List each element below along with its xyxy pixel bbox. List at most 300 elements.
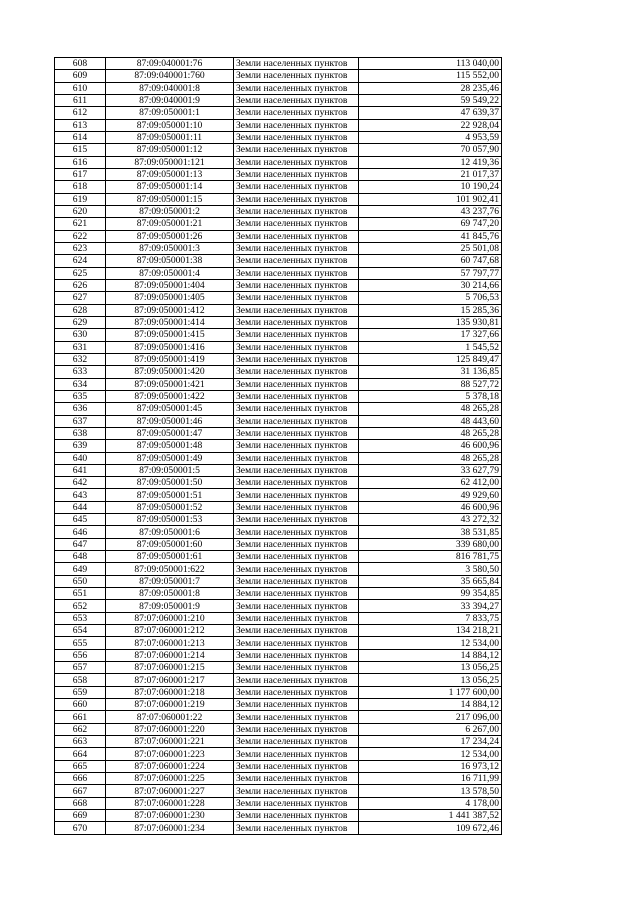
cadastral-number-cell: 87:07:060001:218	[106, 686, 234, 698]
land-category-cell: Земли населенных пунктов	[234, 107, 359, 119]
cadastral-value-cell: 14 884,12	[359, 649, 502, 661]
cadastral-number-cell: 87:09:040001:8	[106, 82, 234, 94]
table-row	[55, 526, 502, 538]
cadastral-value-cell: 48 265,28	[359, 452, 502, 464]
cadastral-value-cell: 46 600,96	[359, 501, 502, 513]
row-number-cell: 621	[55, 218, 106, 230]
cadastral-number-cell: 87:07:060001:225	[106, 773, 234, 785]
cadastral-value-cell: 10 190,24	[359, 181, 502, 193]
cadastral-number-cell: 87:09:050001:50	[106, 477, 234, 489]
table-row	[55, 822, 502, 834]
land-category-cell: Земли населенных пунктов	[234, 156, 359, 168]
cadastral-number-cell: 87:07:060001:22	[106, 711, 234, 723]
cadastral-value-cell: 35 665,84	[359, 575, 502, 587]
land-category-cell: Земли населенных пунктов	[234, 70, 359, 82]
row-number-cell: 651	[55, 588, 106, 600]
row-number-cell: 644	[55, 501, 106, 513]
land-category-cell: Земли населенных пунктов	[234, 267, 359, 279]
cadastral-number-cell: 87:07:060001:221	[106, 736, 234, 748]
table-row	[55, 403, 502, 415]
cadastral-number-cell: 87:09:050001:415	[106, 329, 234, 341]
table-row	[55, 612, 502, 624]
land-category-cell: Земли населенных пунктов	[234, 427, 359, 439]
row-number-cell: 646	[55, 526, 106, 538]
row-number-cell: 655	[55, 637, 106, 649]
land-category-cell: Земли населенных пунктов	[234, 563, 359, 575]
cadastral-value-cell: 47 639,37	[359, 107, 502, 119]
cadastral-number-cell: 87:09:050001:12	[106, 144, 234, 156]
table-row	[55, 70, 502, 82]
cadastral-value-cell: 217 096,00	[359, 711, 502, 723]
land-category-cell: Земли населенных пунктов	[234, 822, 359, 834]
table-row	[55, 304, 502, 316]
row-number-cell: 610	[55, 82, 106, 94]
land-category-cell: Земли населенных пунктов	[234, 649, 359, 661]
table-row	[55, 131, 502, 143]
row-number-cell: 627	[55, 292, 106, 304]
land-category-cell: Земли населенных пунктов	[234, 711, 359, 723]
table-row	[55, 341, 502, 353]
row-number-cell: 633	[55, 366, 106, 378]
cadastral-value-cell: 38 531,85	[359, 526, 502, 538]
row-number-cell: 639	[55, 440, 106, 452]
row-number-cell: 642	[55, 477, 106, 489]
table-row	[55, 255, 502, 267]
land-category-cell: Земли населенных пунктов	[234, 501, 359, 513]
land-category-cell: Земли населенных пунктов	[234, 205, 359, 217]
cadastral-value-cell: 57 797,77	[359, 267, 502, 279]
cadastral-value-cell: 4 953,59	[359, 131, 502, 143]
table-row	[55, 181, 502, 193]
table-row	[55, 538, 502, 550]
row-number-cell: 648	[55, 551, 106, 563]
row-number-cell: 609	[55, 70, 106, 82]
cadastral-value-cell: 5 378,18	[359, 390, 502, 402]
cadastral-value-cell: 101 902,41	[359, 193, 502, 205]
cadastral-value-cell: 25 501,08	[359, 242, 502, 254]
cadastral-value-cell: 1 441 387,52	[359, 810, 502, 822]
table-row	[55, 193, 502, 205]
cadastral-number-cell: 87:09:050001:14	[106, 181, 234, 193]
cadastral-value-cell: 6 267,00	[359, 723, 502, 735]
table-row	[55, 378, 502, 390]
row-number-cell: 624	[55, 255, 106, 267]
table-row	[55, 810, 502, 822]
cadastral-number-cell: 87:09:050001:9	[106, 600, 234, 612]
cadastral-number-cell: 87:09:050001:6	[106, 526, 234, 538]
table-row	[55, 353, 502, 365]
land-category-cell: Земли населенных пунктов	[234, 489, 359, 501]
table-row	[55, 279, 502, 291]
cadastral-value-cell: 48 265,28	[359, 427, 502, 439]
land-category-cell: Земли населенных пунктов	[234, 477, 359, 489]
row-number-cell: 615	[55, 144, 106, 156]
table-row	[55, 390, 502, 402]
table-row	[55, 551, 502, 563]
row-number-cell: 638	[55, 427, 106, 439]
cadastral-number-cell: 87:07:060001:215	[106, 662, 234, 674]
row-number-cell: 632	[55, 353, 106, 365]
table-row	[55, 588, 502, 600]
cadastral-value-cell: 134 218,21	[359, 625, 502, 637]
table-row	[55, 427, 502, 439]
land-category-cell: Земли населенных пунктов	[234, 403, 359, 415]
land-category-cell: Земли населенных пунктов	[234, 279, 359, 291]
table-row	[55, 242, 502, 254]
cadastral-value-cell: 16 711,99	[359, 773, 502, 785]
table-row	[55, 267, 502, 279]
cadastral-number-cell: 87:09:050001:404	[106, 279, 234, 291]
land-category-cell: Земли населенных пунктов	[234, 600, 359, 612]
table-row	[55, 797, 502, 809]
row-number-cell: 631	[55, 341, 106, 353]
row-number-cell: 637	[55, 415, 106, 427]
cadastral-number-cell: 87:07:060001:210	[106, 612, 234, 624]
row-number-cell: 660	[55, 699, 106, 711]
cadastral-value-cell: 69 747,20	[359, 218, 502, 230]
cadastral-number-cell: 87:07:060001:227	[106, 785, 234, 797]
row-number-cell: 654	[55, 625, 106, 637]
row-number-cell: 618	[55, 181, 106, 193]
cadastral-value-cell: 135 930,81	[359, 316, 502, 328]
table-row	[55, 107, 502, 119]
cadastral-value-cell: 48 265,28	[359, 403, 502, 415]
row-number-cell: 669	[55, 810, 106, 822]
table-row	[55, 575, 502, 587]
row-number-cell: 649	[55, 563, 106, 575]
cadastral-value-cell: 22 928,04	[359, 119, 502, 131]
row-number-cell: 661	[55, 711, 106, 723]
land-category-cell: Земли населенных пунктов	[234, 94, 359, 106]
cadastral-value-cell: 12 534,00	[359, 637, 502, 649]
land-category-cell: Земли населенных пунктов	[234, 797, 359, 809]
row-number-cell: 608	[55, 58, 106, 70]
cadastral-value-cell: 70 057,90	[359, 144, 502, 156]
land-category-cell: Земли населенных пунктов	[234, 292, 359, 304]
cadastral-value-cell: 33 627,79	[359, 464, 502, 476]
cadastral-value-cell: 31 136,85	[359, 366, 502, 378]
cadastral-number-cell: 87:09:050001:1	[106, 107, 234, 119]
cadastral-value-cell: 13 578,50	[359, 785, 502, 797]
row-number-cell: 616	[55, 156, 106, 168]
cadastral-number-cell: 87:09:050001:412	[106, 304, 234, 316]
cadastral-number-cell: 87:09:050001:47	[106, 427, 234, 439]
table-row	[55, 119, 502, 131]
cadastral-value-cell: 4 178,00	[359, 797, 502, 809]
table-row	[55, 415, 502, 427]
table-row	[55, 366, 502, 378]
land-category-cell: Земли населенных пунктов	[234, 242, 359, 254]
row-number-cell: 668	[55, 797, 106, 809]
row-number-cell: 636	[55, 403, 106, 415]
land-category-cell: Земли населенных пунктов	[234, 378, 359, 390]
table-row	[55, 686, 502, 698]
cadastral-number-cell: 87:07:060001:224	[106, 760, 234, 772]
row-number-cell: 667	[55, 785, 106, 797]
cadastral-value-cell: 109 672,46	[359, 822, 502, 834]
cadastral-number-cell: 87:09:050001:49	[106, 452, 234, 464]
land-category-cell: Земли населенных пунктов	[234, 637, 359, 649]
cadastral-number-cell: 87:09:050001:48	[106, 440, 234, 452]
land-category-cell: Земли населенных пунктов	[234, 538, 359, 550]
land-category-cell: Земли населенных пунктов	[234, 748, 359, 760]
cadastral-value-cell: 17 327,66	[359, 329, 502, 341]
row-number-cell: 665	[55, 760, 106, 772]
row-number-cell: 643	[55, 489, 106, 501]
table-row	[55, 316, 502, 328]
cadastral-number-cell: 87:09:050001:4	[106, 267, 234, 279]
table-row	[55, 218, 502, 230]
table-row	[55, 773, 502, 785]
cadastral-value-cell: 46 600,96	[359, 440, 502, 452]
cadastral-value-cell: 49 929,60	[359, 489, 502, 501]
land-category-cell: Земли населенных пунктов	[234, 723, 359, 735]
table-row	[55, 649, 502, 661]
cadastral-value-cell: 13 056,25	[359, 662, 502, 674]
land-category-cell: Земли населенных пунктов	[234, 218, 359, 230]
cadastral-value-cell: 59 549,22	[359, 94, 502, 106]
cadastral-value-cell: 3 580,50	[359, 563, 502, 575]
row-number-cell: 626	[55, 279, 106, 291]
land-category-cell: Земли населенных пунктов	[234, 785, 359, 797]
cadastral-number-cell: 87:09:050001:7	[106, 575, 234, 587]
cadastral-number-cell: 87:09:050001:121	[106, 156, 234, 168]
cadastral-number-cell: 87:09:050001:10	[106, 119, 234, 131]
table-row	[55, 514, 502, 526]
land-category-cell: Земли населенных пунктов	[234, 551, 359, 563]
cadastral-number-cell: 87:09:050001:8	[106, 588, 234, 600]
row-number-cell: 628	[55, 304, 106, 316]
cadastral-number-cell: 87:09:050001:15	[106, 193, 234, 205]
cadastral-number-cell: 87:07:060001:234	[106, 822, 234, 834]
row-number-cell: 647	[55, 538, 106, 550]
land-category-cell: Земли населенных пунктов	[234, 181, 359, 193]
land-category-cell: Земли населенных пунктов	[234, 230, 359, 242]
row-number-cell: 629	[55, 316, 106, 328]
cadastral-value-cell: 7 833,75	[359, 612, 502, 624]
land-category-cell: Земли населенных пунктов	[234, 526, 359, 538]
cadastral-number-cell: 87:07:060001:220	[106, 723, 234, 735]
table-row	[55, 748, 502, 760]
row-number-cell: 622	[55, 230, 106, 242]
land-category-cell: Земли населенных пунктов	[234, 625, 359, 637]
land-category-cell: Земли населенных пунктов	[234, 440, 359, 452]
cadastral-value-cell: 1 545,52	[359, 341, 502, 353]
cadastral-number-cell: 87:07:060001:213	[106, 637, 234, 649]
row-number-cell: 611	[55, 94, 106, 106]
cadastral-value-cell: 60 747,68	[359, 255, 502, 267]
row-number-cell: 635	[55, 390, 106, 402]
land-category-cell: Земли населенных пунктов	[234, 316, 359, 328]
row-number-cell: 640	[55, 452, 106, 464]
cadastral-value-table	[54, 57, 502, 835]
cadastral-number-cell: 87:09:040001:760	[106, 70, 234, 82]
cadastral-number-cell: 87:09:050001:416	[106, 341, 234, 353]
row-number-cell: 620	[55, 205, 106, 217]
table-row	[55, 58, 502, 70]
cadastral-number-cell: 87:07:060001:228	[106, 797, 234, 809]
land-category-cell: Земли населенных пунктов	[234, 588, 359, 600]
table-row	[55, 736, 502, 748]
land-category-cell: Земли населенных пунктов	[234, 131, 359, 143]
row-number-cell: 625	[55, 267, 106, 279]
cadastral-value-cell: 115 552,00	[359, 70, 502, 82]
table-row	[55, 674, 502, 686]
cadastral-number-cell: 87:09:050001:53	[106, 514, 234, 526]
cadastral-number-cell: 87:09:050001:419	[106, 353, 234, 365]
cadastral-number-cell: 87:09:050001:51	[106, 489, 234, 501]
row-number-cell: 656	[55, 649, 106, 661]
land-category-cell: Земли населенных пунктов	[234, 304, 359, 316]
cadastral-value-cell: 43 272,32	[359, 514, 502, 526]
cadastral-value-cell: 12 419,36	[359, 156, 502, 168]
cadastral-value-cell: 33 394,27	[359, 600, 502, 612]
table-row	[55, 292, 502, 304]
table-row	[55, 82, 502, 94]
row-number-cell: 662	[55, 723, 106, 735]
table-row	[55, 501, 502, 513]
land-category-cell: Земли населенных пунктов	[234, 353, 359, 365]
land-category-cell: Земли населенных пунктов	[234, 699, 359, 711]
cadastral-number-cell: 87:09:050001:622	[106, 563, 234, 575]
cadastral-value-cell: 113 040,00	[359, 58, 502, 70]
cadastral-number-cell: 87:09:050001:5	[106, 464, 234, 476]
land-category-cell: Земли населенных пунктов	[234, 514, 359, 526]
row-number-cell: 619	[55, 193, 106, 205]
cadastral-number-cell: 87:07:060001:223	[106, 748, 234, 760]
cadastral-value-cell: 125 849,47	[359, 353, 502, 365]
row-number-cell: 659	[55, 686, 106, 698]
cadastral-value-cell: 816 781,75	[359, 551, 502, 563]
table-row	[55, 723, 502, 735]
table-row	[55, 662, 502, 674]
cadastral-value-cell: 12 534,00	[359, 748, 502, 760]
table-row	[55, 625, 502, 637]
row-number-cell: 623	[55, 242, 106, 254]
table-row	[55, 785, 502, 797]
cadastral-number-cell: 87:09:050001:414	[106, 316, 234, 328]
table-row	[55, 637, 502, 649]
cadastral-number-cell: 87:09:050001:13	[106, 168, 234, 180]
table-row	[55, 760, 502, 772]
row-number-cell: 663	[55, 736, 106, 748]
cadastral-value-cell: 339 680,00	[359, 538, 502, 550]
cadastral-number-cell: 87:09:050001:405	[106, 292, 234, 304]
cadastral-number-cell: 87:09:050001:2	[106, 205, 234, 217]
cadastral-value-cell: 15 285,36	[359, 304, 502, 316]
table-row	[55, 230, 502, 242]
land-category-cell: Земли населенных пунктов	[234, 329, 359, 341]
table-row	[55, 94, 502, 106]
cadastral-number-cell: 87:09:050001:26	[106, 230, 234, 242]
row-number-cell: 653	[55, 612, 106, 624]
land-category-cell: Земли населенных пунктов	[234, 674, 359, 686]
land-category-cell: Земли населенных пунктов	[234, 82, 359, 94]
table-row	[55, 156, 502, 168]
cadastral-number-cell: 87:09:050001:21	[106, 218, 234, 230]
row-number-cell: 630	[55, 329, 106, 341]
table-row	[55, 563, 502, 575]
cadastral-number-cell: 87:09:050001:3	[106, 242, 234, 254]
row-number-cell: 645	[55, 514, 106, 526]
cadastral-value-cell: 14 884,12	[359, 699, 502, 711]
table-row	[55, 477, 502, 489]
cadastral-value-cell: 21 017,37	[359, 168, 502, 180]
cadastral-number-cell: 87:07:060001:219	[106, 699, 234, 711]
row-number-cell: 664	[55, 748, 106, 760]
cadastral-value-cell: 16 973,12	[359, 760, 502, 772]
cadastral-number-cell: 87:07:060001:212	[106, 625, 234, 637]
cadastral-number-cell: 87:09:050001:421	[106, 378, 234, 390]
table-row	[55, 699, 502, 711]
cadastral-number-cell: 87:09:050001:11	[106, 131, 234, 143]
land-category-cell: Земли населенных пунктов	[234, 612, 359, 624]
row-number-cell: 614	[55, 131, 106, 143]
cadastral-number-cell: 87:09:050001:46	[106, 415, 234, 427]
row-number-cell: 634	[55, 378, 106, 390]
land-category-cell: Земли населенных пунктов	[234, 810, 359, 822]
cadastral-value-cell: 99 354,85	[359, 588, 502, 600]
cadastral-number-cell: 87:09:050001:420	[106, 366, 234, 378]
row-number-cell: 613	[55, 119, 106, 131]
cadastral-number-cell: 87:07:060001:214	[106, 649, 234, 661]
land-category-cell: Земли населенных пунктов	[234, 255, 359, 267]
table-row	[55, 711, 502, 723]
cadastral-number-cell: 87:09:050001:45	[106, 403, 234, 415]
cadastral-value-cell: 43 237,76	[359, 205, 502, 217]
table-row	[55, 464, 502, 476]
land-category-cell: Земли населенных пунктов	[234, 58, 359, 70]
table-row	[55, 144, 502, 156]
cadastral-value-cell: 88 527,72	[359, 378, 502, 390]
land-category-cell: Земли населенных пунктов	[234, 662, 359, 674]
cadastral-value-cell: 30 214,66	[359, 279, 502, 291]
land-category-cell: Земли населенных пунктов	[234, 575, 359, 587]
cadastral-value-cell: 1 177 600,00	[359, 686, 502, 698]
cadastral-number-cell: 87:09:050001:52	[106, 501, 234, 513]
land-category-cell: Земли населенных пунктов	[234, 452, 359, 464]
cadastral-number-cell: 87:09:050001:61	[106, 551, 234, 563]
land-category-cell: Земли населенных пунктов	[234, 193, 359, 205]
table-row	[55, 329, 502, 341]
cadastral-number-cell: 87:09:050001:60	[106, 538, 234, 550]
row-number-cell: 658	[55, 674, 106, 686]
land-category-cell: Земли населенных пунктов	[234, 341, 359, 353]
row-number-cell: 657	[55, 662, 106, 674]
table-row	[55, 600, 502, 612]
row-number-cell: 652	[55, 600, 106, 612]
cadastral-number-cell: 87:09:050001:422	[106, 390, 234, 402]
cadastral-number-cell: 87:09:040001:76	[106, 58, 234, 70]
cadastral-number-cell: 87:07:060001:217	[106, 674, 234, 686]
land-category-cell: Земли населенных пунктов	[234, 119, 359, 131]
cadastral-value-cell: 17 234,24	[359, 736, 502, 748]
land-category-cell: Земли населенных пунктов	[234, 168, 359, 180]
table-row	[55, 205, 502, 217]
cadastral-value-cell: 5 706,53	[359, 292, 502, 304]
table-body	[55, 58, 502, 835]
land-category-cell: Земли населенных пунктов	[234, 144, 359, 156]
cadastral-value-cell: 13 056,25	[359, 674, 502, 686]
land-category-cell: Земли населенных пунктов	[234, 464, 359, 476]
land-category-cell: Земли населенных пунктов	[234, 773, 359, 785]
cadastral-value-cell: 48 443,60	[359, 415, 502, 427]
table-row	[55, 168, 502, 180]
table-row	[55, 440, 502, 452]
land-category-cell: Земли населенных пунктов	[234, 366, 359, 378]
cadastral-value-cell: 41 845,76	[359, 230, 502, 242]
row-number-cell: 612	[55, 107, 106, 119]
